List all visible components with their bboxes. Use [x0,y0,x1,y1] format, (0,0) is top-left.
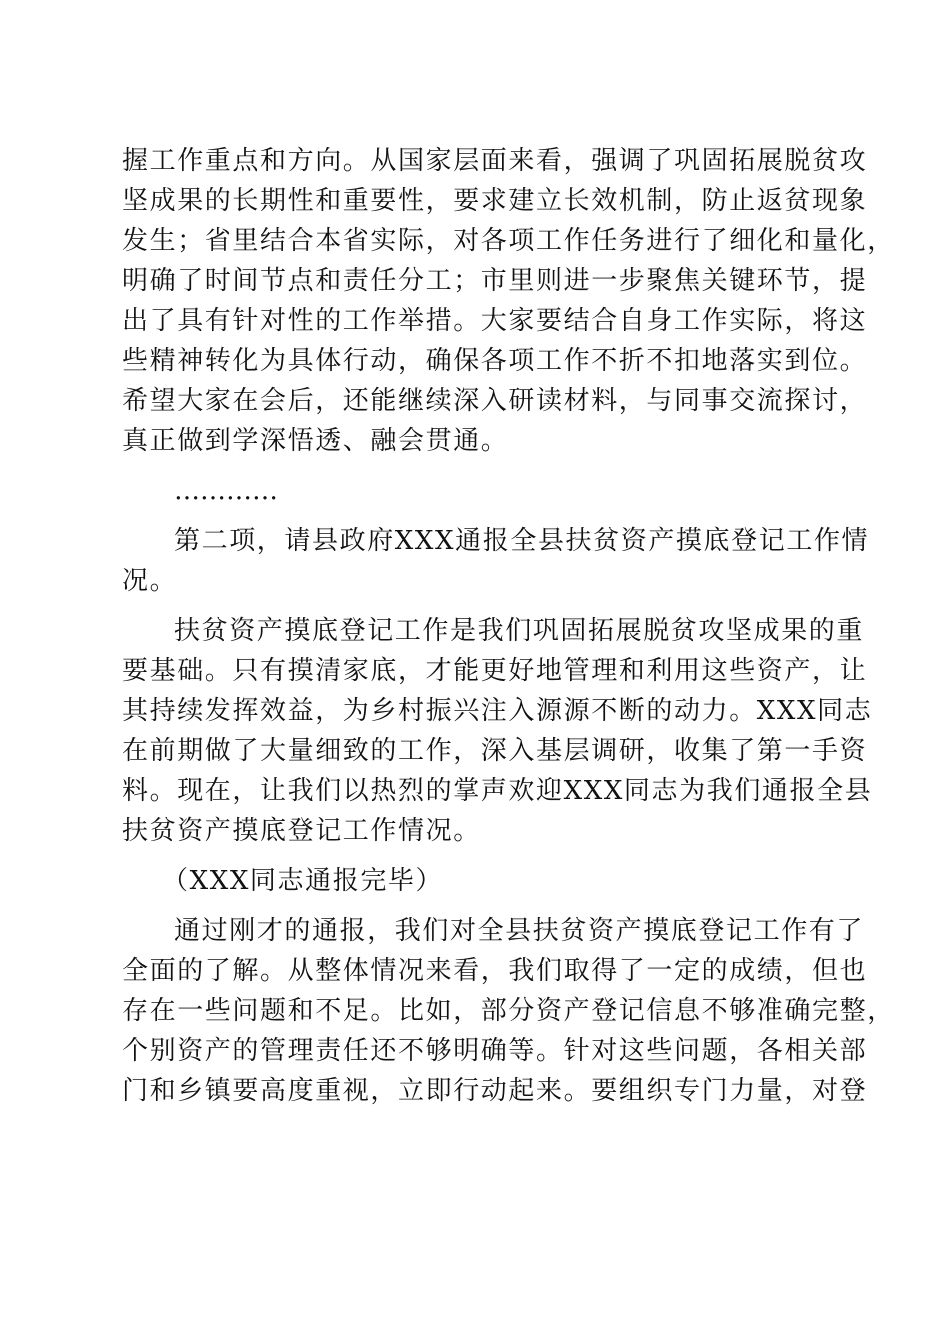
text-line: 发生；省里结合本省实际，对各项工作任务进行了细化和量化， [122,226,895,256]
paragraph-asset-registration [122,611,873,851]
ellipsis-separator [122,471,832,511]
text-line: 料。现在，让我们以热烈的掌声欢迎XXX同志为我们通报全县 [122,776,873,806]
text-line: 明确了时间节点和责任分工；市里则进一步聚焦关键环节，提 [122,266,868,296]
text-line: 其持续发挥效益，为乡村振兴注入源源不断的动力。XXX同志 [122,696,873,726]
text-line: 第二项，请县政府XXX通报全县扶贫资产摸底登记工作情 [174,526,870,556]
text-line: 要基础。只有摸清家底，才能更好地管理和利用这些资产，让 [122,656,868,686]
text-line: （XXX同志通报完毕） [162,866,444,896]
paragraph-policy-interpretation [122,141,895,461]
text-line: 存在一些问题和不足。比如，部分资产登记信息不够准确完整， [122,996,895,1026]
text-line: 况。 [122,566,178,596]
paragraph-agenda-item-two [122,521,870,601]
paragraph-report-finished-note [122,861,832,901]
text-line: 些精神转化为具体行动，确保各项工作不折不扣地落实到位。 [122,346,868,376]
paragraph-summary-remarks [122,911,895,1111]
text-line: 出了具有针对性的工作举措。大家要结合自身工作实际，将这 [122,306,868,336]
text-line: 在前期做了大量细致的工作，深入基层调研，收集了第一手资 [122,736,868,766]
text-line: 门和乡镇要高度重视，立即行动起来。要组织专门力量，对登 [122,1076,868,1106]
text-line: 通过刚才的通报，我们对全县扶贫资产摸底登记工作有了 [174,916,865,946]
text-line: 真正做到学深悟透、融会贯通。 [122,426,509,456]
text-line: 扶贫资产摸底登记工作情况。 [122,816,481,846]
text-line: 希望大家在会后，还能继续深入研读材料，与同事交流探讨， [122,386,868,416]
text-line: 握工作重点和方向。从国家层面来看，强调了巩固拓展脱贫攻 [122,146,868,176]
text-line: ………… [174,476,278,506]
text-line: 坚成果的长期性和重要性，要求建立长效机制，防止返贫现象 [122,186,868,216]
text-line: 个别资产的管理责任还不够明确等。针对这些问题，各相关部 [122,1036,868,1066]
text-line: 全面的了解。从整体情况来看，我们取得了一定的成绩，但也 [122,956,868,986]
document-body [122,141,895,1111]
text-line: 扶贫资产摸底登记工作是我们巩固拓展脱贫攻坚成果的重 [174,616,865,646]
